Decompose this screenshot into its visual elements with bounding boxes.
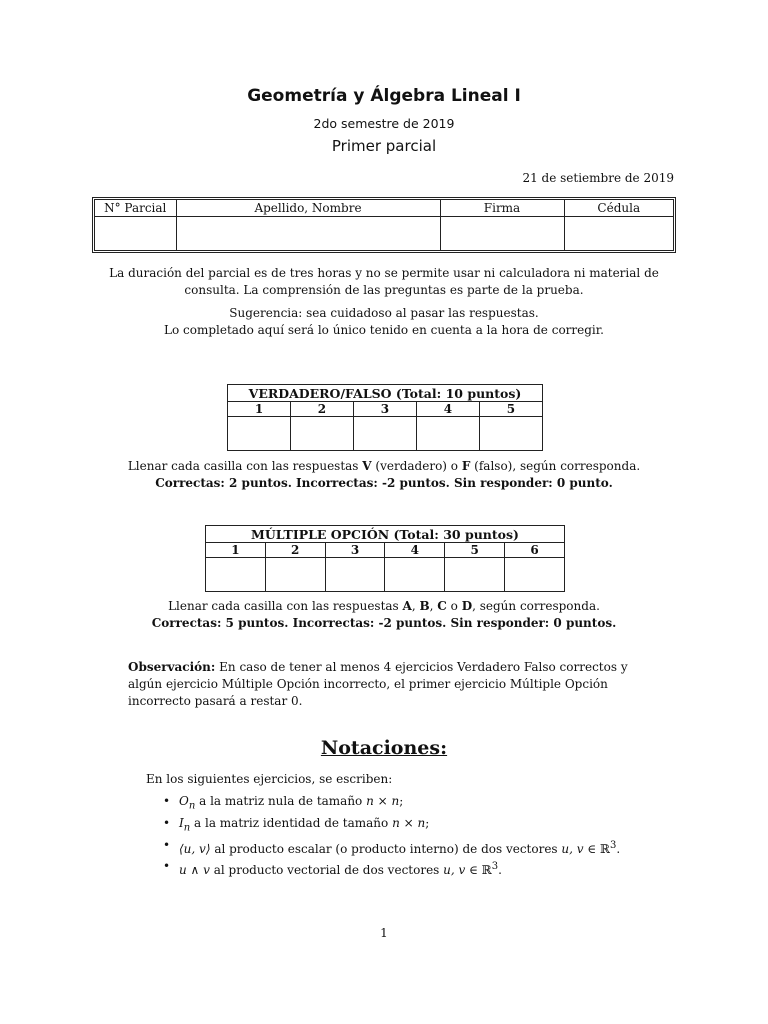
answer-box[interactable]	[265, 558, 325, 592]
notations-heading: Notaciones:	[320, 737, 448, 759]
exam-title: Geometría y Álgebra Lineal I	[247, 86, 521, 106]
semester-label: 2do semestre de 2019	[313, 116, 455, 131]
exam-subtitle: Primer parcial	[331, 137, 437, 155]
list-item: • $O_n$ a la matriz nula de tamaño n × n;	[163, 794, 404, 812]
id-card-field[interactable]	[564, 217, 673, 251]
question-number: 4	[416, 402, 479, 417]
question-number: 3	[325, 543, 385, 558]
column-header-parcial-number: N° Parcial	[95, 200, 176, 217]
question-number: 5	[445, 543, 505, 558]
answer-box[interactable]	[325, 558, 385, 592]
list-item: • ⟨u, v⟩ al producto escalar (o producto interno) de dos vectores u, v ∈ ℝ$^3$.	[163, 837, 621, 856]
true-false-scoring: Correctas: 2 puntos. Incorrectas: -2 puntos. Sin responder: 0 punto.	[155, 476, 613, 490]
question-number: 3	[353, 402, 416, 417]
multiple-choice-title: MÚLTIPLE OPCIÓN (Total: 30 puntos)	[206, 526, 565, 543]
parcial-number-field[interactable]	[95, 217, 176, 251]
answer-box[interactable]	[385, 558, 445, 592]
question-number: 5	[479, 402, 542, 417]
question-number: 2	[290, 402, 353, 417]
notations-intro: En los siguientes ejercicios, se escriben:	[146, 772, 393, 786]
question-number: 1	[228, 402, 291, 417]
signature-field[interactable]	[440, 217, 564, 251]
column-header-signature: Firma	[440, 200, 564, 217]
name-field[interactable]	[176, 217, 440, 251]
duration-paragraph: La duración del parcial es de tres horas y no se permite usar ni calculadora ni material de consulta. La comprensión de las preguntas es parte de la prueba.	[109, 266, 659, 297]
multiple-choice-instructions: Llenar cada casilla con las respuestas A, B, C o D, según corresponda.	[168, 599, 600, 613]
answer-box[interactable]	[353, 417, 416, 451]
bullet-icon: •	[163, 837, 171, 852]
answer-box[interactable]	[206, 558, 266, 592]
notations-list	[163, 793, 620, 880]
answer-box[interactable]	[479, 417, 542, 451]
observation-paragraph: Observación: En caso de tener al menos 4 ejercicios Verdadero Falso correctos y algún ejercicio Múltiple Opción incorrecto, el primer ejercicio Múltiple Opción incorrecto pasará a restar 0.	[128, 660, 628, 708]
true-false-answer-grid	[227, 384, 543, 451]
list-item: • u ∧ v al producto vectorial de dos vectores u, v ∈ ℝ$^3$.	[163, 859, 502, 878]
bullet-icon: •	[163, 815, 171, 830]
observation-label: Observación:	[128, 660, 216, 674]
exam-date: 21 de setiembre de 2019	[522, 171, 674, 185]
true-false-instructions: Llenar cada casilla con las respuestas V (verdadero) o F (falso), según corresponda.	[127, 459, 641, 473]
answer-box[interactable]	[505, 558, 565, 592]
student-id-table	[92, 197, 676, 253]
suggestion-line-2: Lo completado aquí será lo único tenido en cuenta a la hora de corregir.	[164, 323, 604, 337]
multiple-choice-answer-grid	[205, 525, 565, 592]
list-item: • $I_n$ a la matriz identidad de tamaño n × n;	[163, 815, 430, 834]
page-number: 1	[380, 926, 388, 940]
answer-box[interactable]	[290, 417, 353, 451]
bullet-icon: •	[163, 794, 171, 808]
answer-box[interactable]	[445, 558, 505, 592]
suggestion-line: Sugerencia: sea cuidadoso al pasar las respuestas.	[229, 306, 539, 320]
question-number: 6	[505, 543, 565, 558]
column-header-id-card: Cédula	[564, 200, 673, 217]
question-number: 1	[206, 543, 266, 558]
column-header-name: Apellido, Nombre	[176, 200, 440, 217]
bullet-icon: •	[163, 859, 171, 874]
answer-box[interactable]	[228, 417, 291, 451]
question-number: 4	[385, 543, 445, 558]
multiple-choice-scoring: Correctas: 5 puntos. Incorrectas: -2 puntos. Sin responder: 0 puntos.	[151, 616, 617, 630]
answer-box[interactable]	[416, 417, 479, 451]
question-number: 2	[265, 543, 325, 558]
true-false-title: VERDADERO/FALSO (Total: 10 puntos)	[228, 385, 543, 402]
